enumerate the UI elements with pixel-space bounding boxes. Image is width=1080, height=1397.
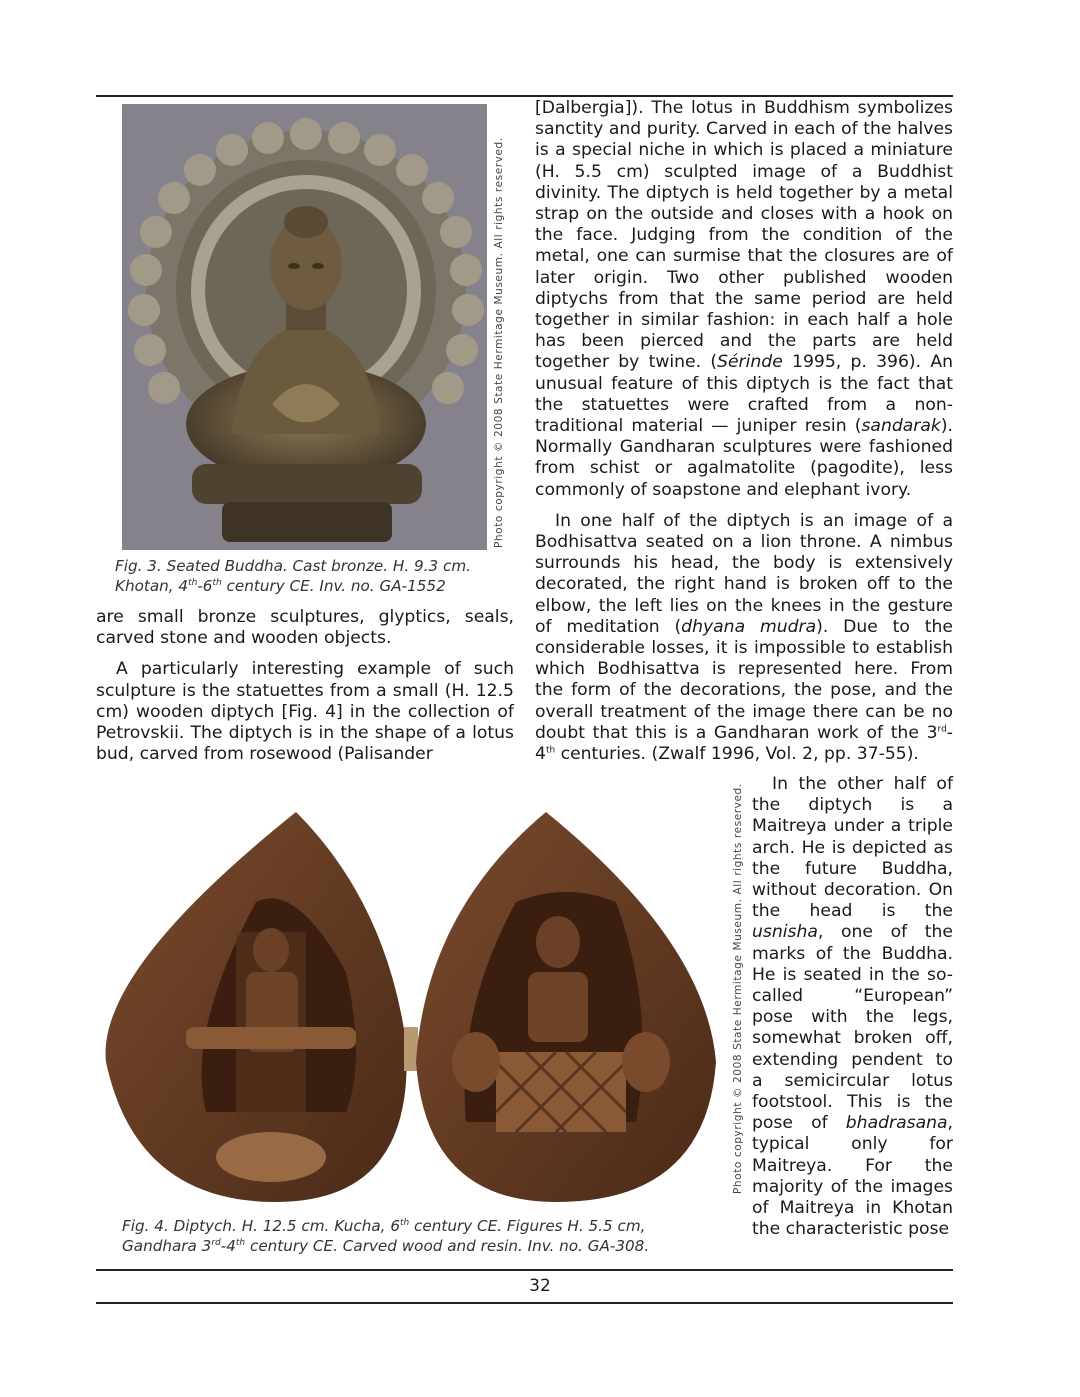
fig3-caption-line: Khotan, 4th-6th century CE. Inv. no. GA-1552 bbox=[115, 577, 446, 595]
fig3-caption-line: Fig. 3. Seated Buddha. Cast bronze. H. 9.3 cm. bbox=[115, 557, 471, 575]
footer-rule-top bbox=[96, 1269, 953, 1271]
paragraph: In one half of the diptych is an image of a Bodhisattva seated on a lion throne. A nimbus surrounds his head, the body is extensively decorated, the right hand is broken off to the elbow, the left lies on the knees in the gesture of meditation (dhyana mudra). Due to the considerable losses, it is impossible to establish which Bodhisattva is represented here. From the form of the decorations, the pose, and the overall treatment of the image there can be no doubt that this is a Gandharan work of the 3rd-4th centuries. (Zwalf 1996, Vol. 2, pp. 37-55). bbox=[535, 510, 953, 765]
fig4-photo-diptych bbox=[96, 812, 720, 1212]
paragraph: A particularly interesting example of such sculpture is the statuettes from a small (H. 12.5 cm) wooden diptych [Fig. 4] in the collection of Petrovskii. The diptych is in the shape of a lotus bud, carved from rosewood (Palisander bbox=[96, 659, 514, 765]
paragraph: In the other half of the diptych is a Maitreya under a triple arch. He is depicted as the future Buddha, without decoration. On the head is the usnisha, one of the marks of the Buddha. He is seated in the so-called “European” pose with the legs, somewhat broken off, extending pendent to a semicircular lotus footstool. This is the pose of bhadrasana, typical only for Maitreya. For the majority of the images of Maitreya in Khotan the characteristic pose bbox=[752, 774, 953, 1240]
fig3-caption bbox=[115, 556, 471, 596]
fig4-caption-line: Gandhara 3rd-4th century CE. Carved wood and resin. Inv. no. GA-308. bbox=[122, 1237, 650, 1255]
fig4-caption-line: Fig. 4. Diptych. H. 12.5 cm. Kucha, 6th century CE. Figures H. 5.5 cm, bbox=[122, 1217, 646, 1235]
fig4-photo-credit: Photo copyright © 2008 State Hermitage Museum. All rights reserved. bbox=[732, 783, 744, 1194]
fig4-caption bbox=[122, 1216, 649, 1256]
paragraph: are small bronze sculptures, glyptics, seals, carved stone and wooden objects. bbox=[96, 607, 514, 649]
fig3-photo-seated-buddha bbox=[122, 104, 487, 550]
fig3-photo-credit: Photo copyright © 2008 State Hermitage Museum. All rights reserved. bbox=[493, 137, 505, 548]
top-rule bbox=[96, 95, 953, 97]
left-column-text bbox=[96, 607, 514, 765]
footer-rule-bottom bbox=[96, 1302, 953, 1304]
page-number: 32 bbox=[529, 1276, 551, 1296]
paragraph: [Dalbergia]). The lotus in Buddhism symbolizes sanctity and purity. Carved in each of the halves is a special niche in which is placed a miniature (H. 5.5 cm) sculpted image of a Buddhist divinity. The diptych is held together by a metal strap on the outside and closes with a hook on the face. Judging from the condition of the metal, one can surmise that the closures are of later origin. Two other published wooden diptychs from that the same period are held together in similar fashion: in each half a hole has been pierced and the parts are held together by twine. (Sérinde 1995, p. 396). An unusual feature of this diptych is the fact that the statuettes were crafted from a non-traditional material — juniper resin (sandarak). Normally Gandharan sculptures were fashioned from schist or agalmatolite (pagodite), less commonly of soapstone and elephant ivory. bbox=[535, 98, 953, 500]
narrow-column-text bbox=[752, 774, 953, 1240]
right-column-text bbox=[535, 98, 953, 765]
